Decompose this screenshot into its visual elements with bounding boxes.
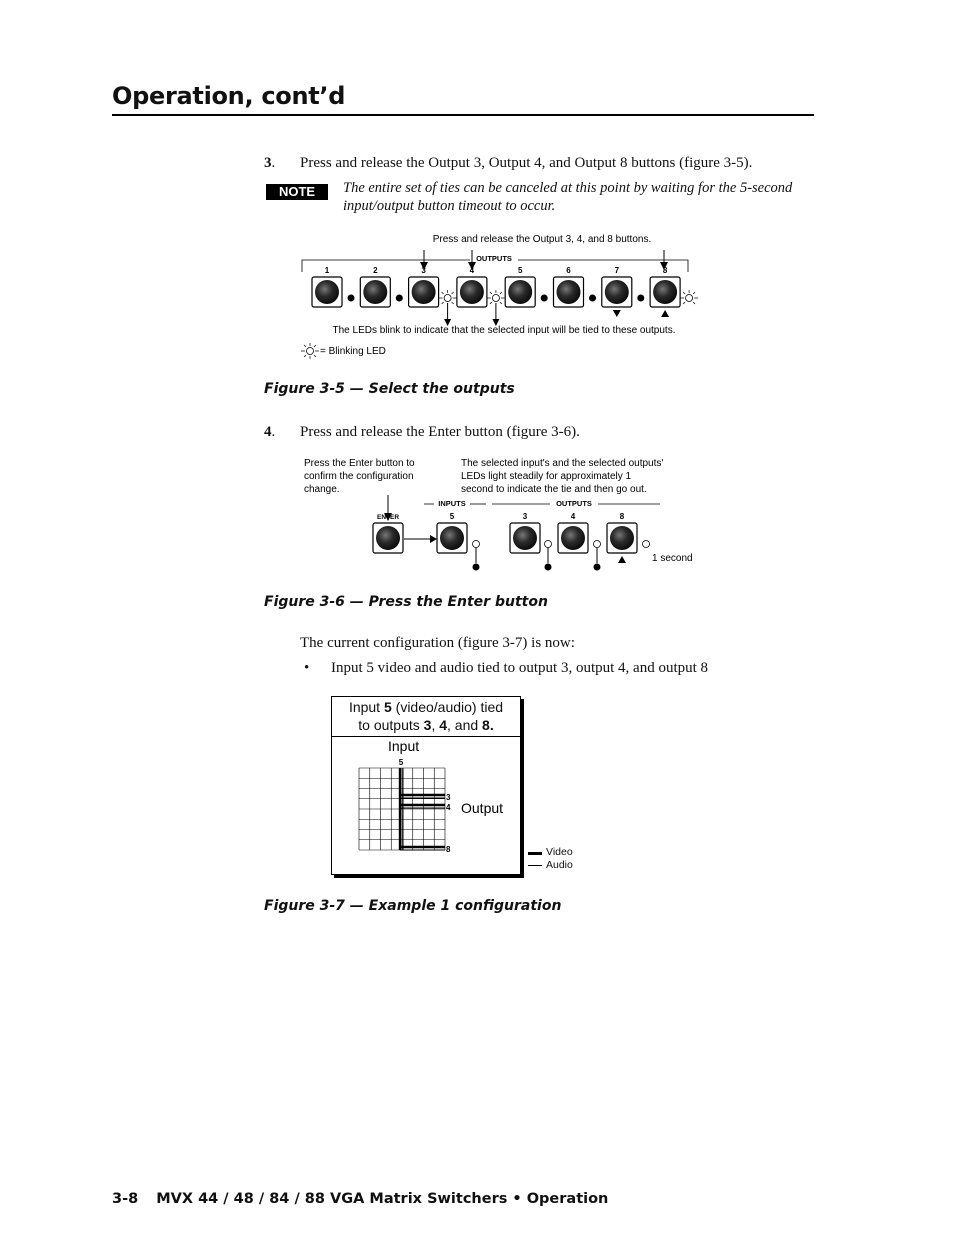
fig35-button-number: 7: [614, 266, 620, 275]
fig36-right-text-2: LEDs light steadily for approximately 1: [461, 471, 632, 482]
page-header-title: Operation, cont’d: [112, 82, 346, 110]
fig36-left-text-1: Press the Enter button to: [304, 458, 415, 469]
fig36-one-second: 1 second: [652, 553, 693, 564]
fig37-box-title: Input 5 (video/audio) tied to outputs 3, 4, and 8.: [332, 697, 520, 737]
fig37-matrix-grid: [333, 736, 519, 872]
fig35-output-button-1[interactable]: [312, 266, 342, 307]
fig36-outputs-label: OUTPUTS: [556, 499, 592, 508]
fig35-button-number: 2: [373, 266, 378, 275]
fig36-enter-label: ENTER: [376, 514, 400, 521]
config-intro: The current configuration (figure 3-7) is now:: [300, 635, 575, 651]
fig36-input-5-button[interactable]: [437, 523, 467, 553]
fig36-output-3-button[interactable]: [510, 523, 540, 553]
fig36-left-text-3: change.: [304, 484, 340, 495]
fig36-right-text-1: The selected input's and the selected outputs': [461, 458, 664, 469]
fig36-inputs-label: INPUTS: [438, 499, 466, 508]
blinking-led-icon: [439, 290, 457, 326]
fig35-button-number: 8: [662, 266, 668, 275]
step-3-number: 3.: [264, 155, 276, 171]
legend-audio-label: Audio: [546, 859, 573, 871]
fig35-outputs-label: OUTPUTS: [476, 254, 512, 263]
fig36-output-8-led: [643, 541, 650, 548]
legend-video-swatch: [528, 852, 542, 855]
fig37-output-3-num: 3: [446, 793, 451, 802]
figure-3-6-diagram: [300, 455, 710, 577]
fig36-left-text-2: confirm the configuration: [304, 471, 414, 482]
fig35-output-button-4[interactable]: [457, 266, 487, 307]
figure-3-5-diagram: [296, 228, 706, 364]
fig35-output-button-2[interactable]: [360, 266, 390, 307]
fig37-output-label: Output: [461, 800, 504, 816]
step-4-number: 4.: [264, 424, 276, 440]
fig36-output-8-label: 8: [619, 512, 625, 521]
page-footer: [112, 1191, 608, 1207]
fig35-legend: = Blinking LED: [320, 346, 386, 357]
fig35-button-number: 3: [421, 266, 426, 275]
fig35-instruction: Press and release the Output 3, 4, and 8 buttons.: [432, 234, 652, 245]
header-rule: [112, 114, 814, 116]
fig36-output-8-up-arrow: [618, 556, 626, 563]
led-icon: [637, 295, 644, 302]
led-icon: [541, 295, 548, 302]
fig36-output-3-label: 3: [522, 512, 528, 521]
fig36-output-3-led: [545, 541, 552, 571]
fig36-output-4-button[interactable]: [558, 523, 588, 553]
led-icon: [589, 295, 596, 302]
fig35-up-arrow-icon: [661, 310, 669, 317]
fig37-input-5-num: 5: [398, 758, 404, 767]
note-text: The entire set of ties can be canceled at this point by waiting for the 5-second input/output button timeout to occur.: [343, 180, 793, 214]
fig36-input-5-label: 5: [449, 512, 455, 521]
fig36-right-text-3: second to indicate the tie and then go out.: [461, 484, 647, 495]
fig37-output-4-num: 4: [446, 803, 451, 812]
fig35-button-number: 5: [517, 266, 523, 275]
fig36-output-4-led: [594, 541, 601, 571]
led-icon: [348, 295, 355, 302]
fig35-down-arrow-icon: [613, 310, 621, 317]
blinking-led-icon: [301, 343, 319, 359]
footer-title: MVX 44 / 48 / 84 / 88 VGA Matrix Switchers • Operation: [156, 1191, 609, 1207]
fig35-button-number: 6: [566, 266, 571, 275]
fig36-input-5-led: [473, 541, 480, 571]
fig35-output-button-6[interactable]: [554, 266, 584, 307]
fig37-input-label: Input: [388, 738, 420, 754]
fig35-output-button-7[interactable]: [602, 266, 632, 307]
fig36-output-4-label: 4: [570, 512, 576, 521]
step-4-text: Press and release the Enter button (figure 3-6).: [300, 424, 580, 440]
figure-3-5-caption: Figure 3-5 — Select the outputs: [264, 381, 515, 397]
legend-video-label: Video: [546, 846, 573, 858]
legend-audio-swatch: [528, 865, 542, 866]
fig35-output-button-3[interactable]: [409, 266, 439, 307]
config-bullet: Input 5 video and audio tied to output 3, output 4, and output 8: [331, 660, 709, 676]
fig35-button-number: 4: [469, 266, 475, 275]
fig35-button-number: 1: [324, 266, 330, 275]
fig37-output-8-num: 8: [446, 845, 451, 854]
blinking-led-icon: [487, 290, 505, 326]
fig35-output-button-5[interactable]: [505, 266, 535, 307]
figure-3-7-caption: Figure 3-7 — Example 1 configuration: [264, 898, 562, 914]
bullet-marker: •: [304, 660, 310, 676]
fig36-enter-button[interactable]: [373, 523, 403, 553]
led-icon: [396, 295, 403, 302]
note-badge: NOTE: [266, 184, 328, 200]
fig35-output-button-8[interactable]: [650, 266, 680, 307]
figure-3-6-caption: Figure 3-6 — Press the Enter button: [264, 594, 548, 610]
fig36-enter-to-input-arrow: [430, 535, 437, 543]
fig36-output-8-button[interactable]: [607, 523, 637, 553]
page-number: 3-8: [112, 1191, 139, 1207]
step-3-text: Press and release the Output 3, Output 4, and Output 8 buttons (figure 3-5).: [300, 155, 753, 171]
blinking-led-icon: [680, 290, 698, 304]
fig35-led-text: The LEDs blink to indicate that the selected input will be tied to these outputs.: [332, 325, 676, 336]
